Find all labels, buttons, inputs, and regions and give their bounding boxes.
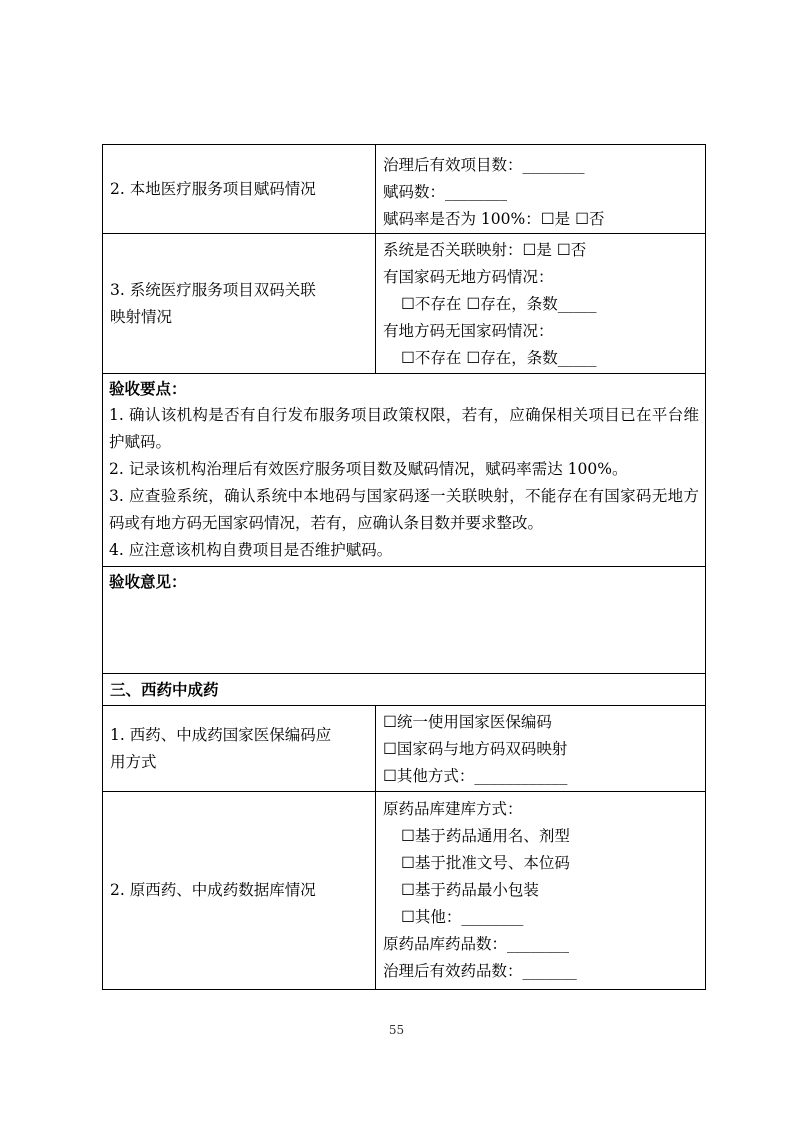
- points-paragraph: 3. 应查验系统，确认系统中本地码与国家码逐一关联映射，不能存在有国家码无地方码或有地方码无国家码情况，若有，应确认条目数并要求整改。: [109, 487, 699, 532]
- row-content: [376, 145, 706, 234]
- acceptance-points: [103, 374, 706, 567]
- field-line: ☐不存在 ☐存在，条数_____: [401, 349, 597, 367]
- points-paragraph: 1. 确认该机构是否有自行发布服务项目政策权限，若有，应确保相关项目已在平台维护赋码。: [109, 406, 699, 451]
- option-line: ☐统一使用国家医保编码: [383, 713, 552, 731]
- field-line: 治理后有效项目数：________: [383, 156, 585, 174]
- table-row: [103, 706, 706, 792]
- row-label: 2. 本地医疗服务项目赋码情况: [103, 145, 376, 234]
- field-line: 有地方码无国家码情况：: [383, 322, 554, 340]
- field-line: 有国家码无地方码情况：: [383, 268, 554, 286]
- row-label: 2. 原西药、中成药数据库情况: [103, 792, 376, 990]
- table-row: [103, 374, 706, 567]
- points-paragraph: 2. 记录该机构治理后有效医疗服务项目数及赋码情况，赋码率需达 100%。: [109, 460, 628, 478]
- opinion-heading: 验收意见：: [109, 572, 187, 591]
- option-line: ☐其他方式：____________: [383, 767, 568, 785]
- acceptance-form-table: [102, 144, 706, 990]
- field-line: ☐不存在 ☐存在，条数_____: [401, 295, 597, 313]
- label-line: 映射情况: [110, 307, 173, 326]
- label-line: 1. 西药、中成药国家医保编码应: [110, 725, 332, 744]
- row-content: [376, 792, 706, 990]
- table-row: [103, 792, 706, 990]
- points-heading: 验收要点：: [109, 379, 187, 398]
- points-paragraph: 4. 应注意该机构自费项目是否维护赋码。: [109, 541, 393, 559]
- section-title: 三、西药中成药: [103, 674, 706, 706]
- acceptance-opinion: [103, 567, 706, 674]
- label-line: 3. 系统医疗服务项目双码关联: [110, 280, 316, 299]
- row-label: [103, 234, 376, 374]
- field-line: 原药品库药品数：________: [383, 935, 570, 953]
- option-line: ☐基于药品最小包装: [401, 881, 539, 899]
- page-number: 55: [388, 1023, 405, 1037]
- option-line: ☐国家码与地方码双码映射: [383, 740, 568, 758]
- field-line: 赋码率是否为 100%：☐是 ☐否: [383, 210, 605, 228]
- table-row: [103, 145, 706, 234]
- option-line: ☐其他：________: [401, 908, 524, 926]
- option-line: ☐基于药品通用名、剂型: [401, 827, 570, 845]
- row-content: [376, 706, 706, 792]
- table-row: [103, 674, 706, 706]
- field-line: 赋码数：________: [383, 183, 508, 201]
- label-line: 用方式: [110, 752, 157, 771]
- table-row: [103, 234, 706, 374]
- row-label: [103, 706, 376, 792]
- field-line: 治理后有效药品数：_______: [383, 962, 577, 980]
- field-line: 系统是否关联映射：☐是 ☐否: [383, 241, 587, 259]
- option-line: ☐基于批准文号、本位码: [401, 854, 570, 872]
- field-line: 原药品库建库方式：: [383, 800, 523, 818]
- table-row: [103, 567, 706, 674]
- row-content: [376, 234, 706, 374]
